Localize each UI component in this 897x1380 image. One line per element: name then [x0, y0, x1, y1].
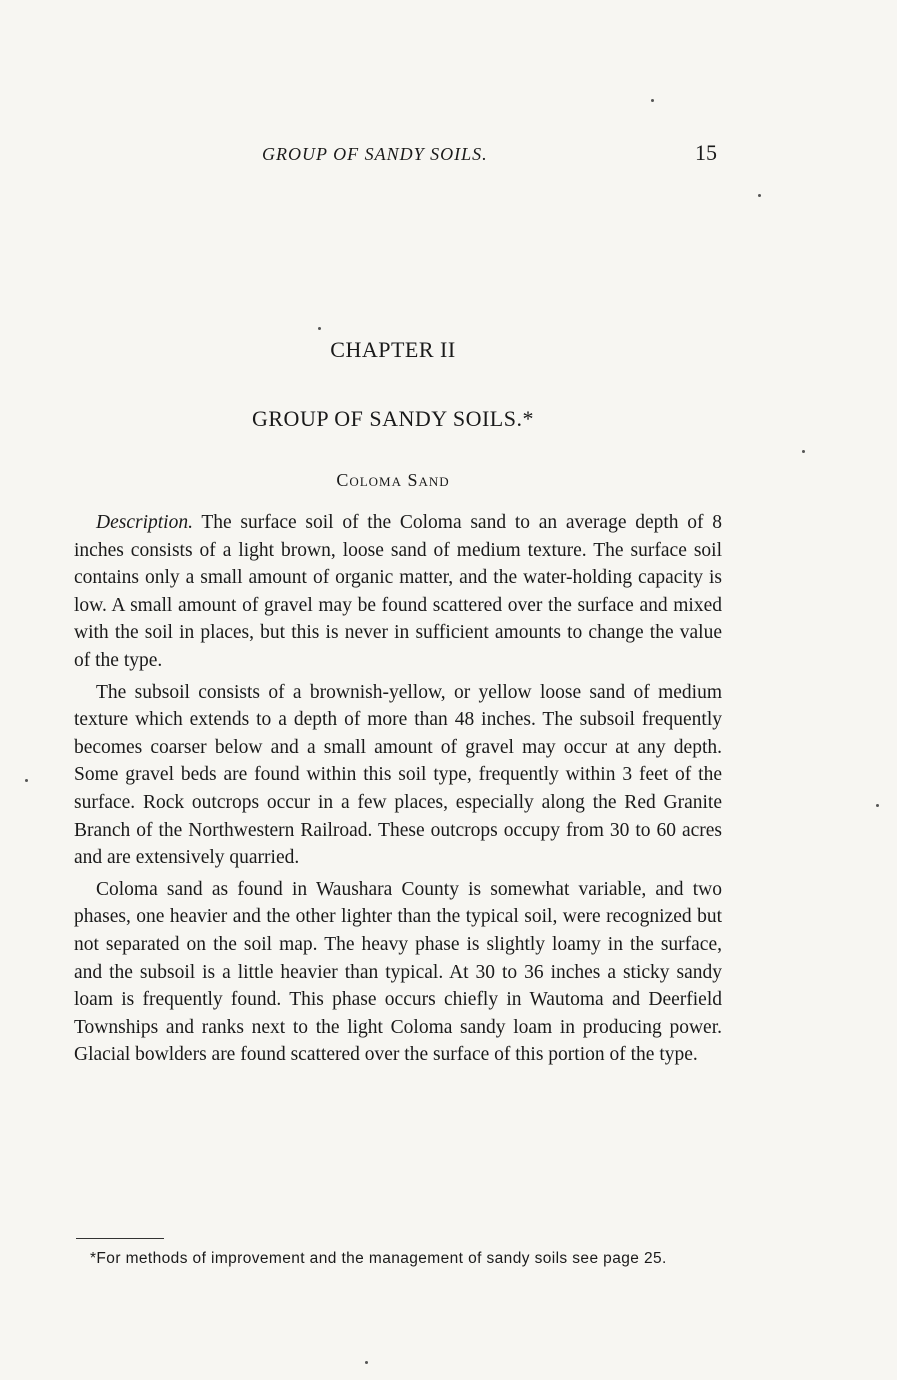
- section-heading: Coloma Sand: [336, 470, 450, 490]
- paragraph-subsoil: [74, 679, 722, 872]
- body-text: [74, 509, 722, 1073]
- scan-speck: [651, 99, 654, 102]
- scan-speck: [802, 450, 805, 453]
- scan-speck: [318, 327, 321, 330]
- running-title: GROUP OF SANDY SOILS.: [262, 144, 488, 164]
- paragraph-description: [74, 509, 722, 675]
- paragraph-text: Coloma sand as found in Waushara County is somewhat variable, and two phases, one heavier and the other lighter than the typical soil, were recognized but not separated on the soil map. The heavy phase is slightly loamy in the surface, and the subsoil is a little heavier than typical. At 30 to 36 inches a sticky sandy loam is frequently found. This phase occurs chiefly in Wautoma and Deerfield Townships and ranks next to the light Coloma sandy loam in producing power. Glacial bowlders are found scattered over the surface of this portion of the type.: [74, 878, 722, 1066]
- footnote: [76, 1249, 724, 1269]
- paragraph-variability: [74, 876, 722, 1069]
- paragraph-text: The subsoil consists of a brownish-yellow, or yellow loose sand of medium texture which extends to a depth of more than 48 inches. The subsoil frequently becomes coarser below and a small amount of gravel may occur at any depth. Some gravel beds are found within this soil type, frequently within 3 feet of the surface. Rock outcrops occur in a few places, especially along the Red Granite Branch of the Northwestern Railroad. These outcrops occupy from 30 to 60 acres and are extensively quarried.: [74, 681, 722, 869]
- footnote-rule: [76, 1238, 164, 1239]
- scan-speck: [25, 779, 28, 782]
- running-head: [0, 140, 897, 168]
- footnote-text: *For methods of improvement and the management of sandy soils see page 25.: [90, 1250, 667, 1267]
- scan-speck: [758, 194, 761, 197]
- scan-speck: [876, 804, 879, 807]
- chapter-title: GROUP OF SANDY SOILS.*: [252, 406, 534, 431]
- page-number: 15: [695, 140, 717, 165]
- paragraph-lead: Description.: [96, 512, 193, 533]
- paragraph-text: The surface soil of the Coloma sand to an average depth of 8 inches consists of a light brown, loose sand of medium texture. The surface soil contains only a small amount of organic matter, and the water-holding capacity is low. A small amount of gravel may be found scattered over the surface and mixed with the soil in places, but this is never in sufficient amounts to change the value of the type.: [74, 512, 722, 671]
- chapter-heading: CHAPTER II: [330, 337, 456, 362]
- scan-speck: [365, 1361, 368, 1364]
